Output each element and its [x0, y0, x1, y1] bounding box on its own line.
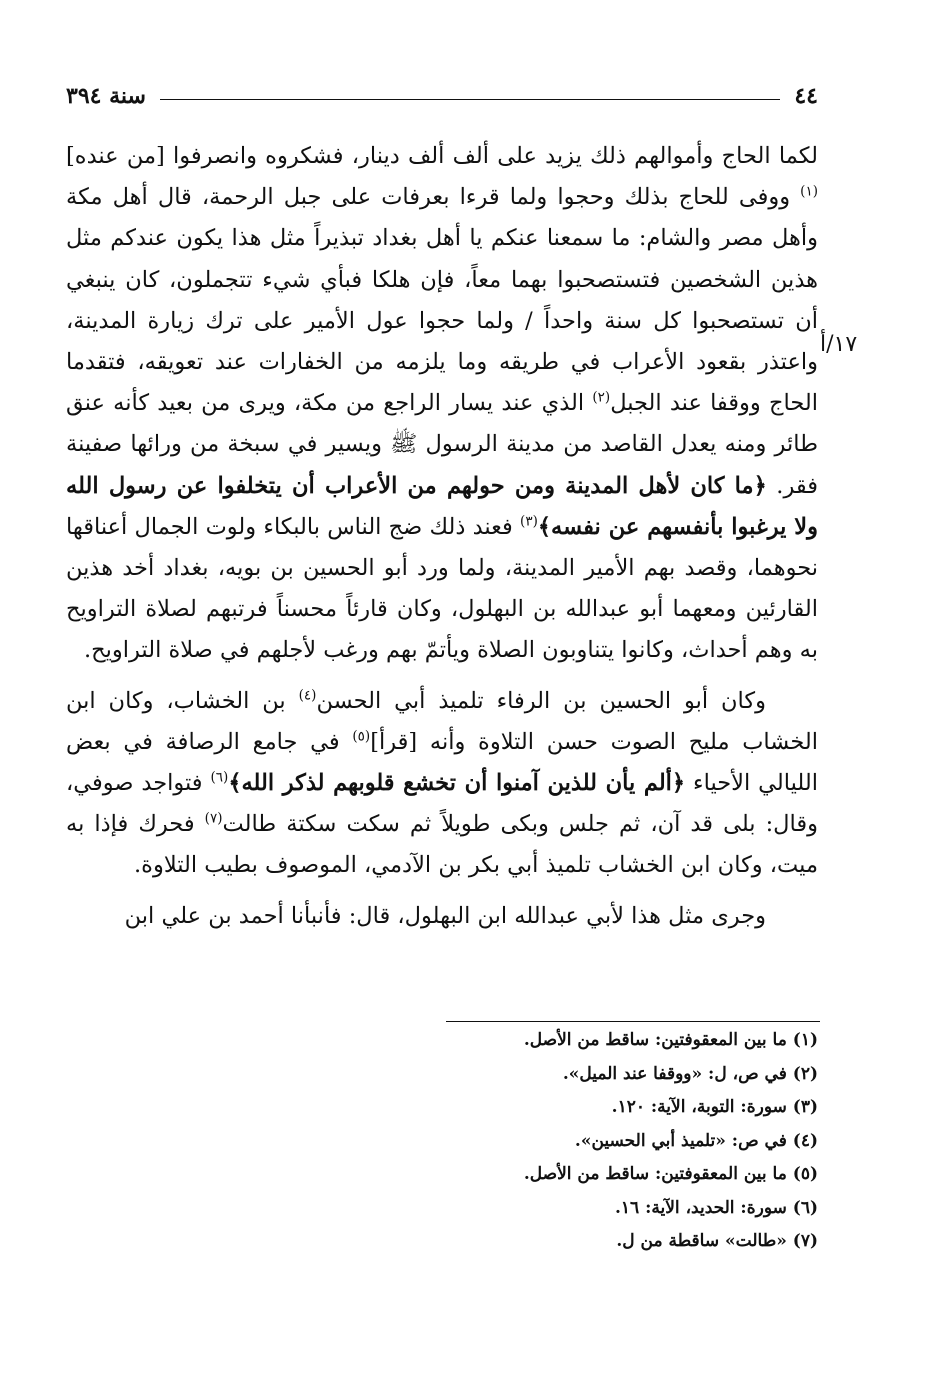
text-run: الذي عند يسار الراجع من مكة، ويرى من بعيد كأنه عنق طائر ومنه يعدل القاصد من مدينة الرسول ﷺ ويسير في سبخة من ورائها صفينة فقر. — [66, 390, 819, 499]
footnote-item: (١) ما بين المعقوفتين: ساقط من الأصل. — [523, 1030, 818, 1050]
text-run: فحرك فإذا به ميت، وكان ابن الخشاب تلميذ أبي بكر بن الآدمي، الموصوف بطيب التلاوة. — [66, 811, 818, 879]
text-run: بن الخشاب، وكان ابن الخشاب مليح الصوت حسن التلاوة وأنه [قرأ] — [66, 687, 818, 755]
footnote-ref: (٦) — [210, 769, 229, 786]
footnote-ref: (٥) — [352, 728, 371, 745]
footnote-item: (٦) سورة: الحديد، الآية: ١٦. — [615, 1197, 818, 1218]
text-run: فتواجد صوفي، وقال: بلى قد آن، ثم جلس وبكى طويلاً ثم سكت سكتة طالت — [66, 770, 819, 838]
running-header — [66, 78, 818, 114]
footnote-ref: (١) — [800, 183, 818, 200]
footnote-item: (٢) في ص، ل: «ووقفا عند الميل». — [562, 1063, 818, 1084]
quran-verse: ﴿ألم يأن للذين آمنوا أن تخشع قلوبهم لذكر الله﴾ — [228, 770, 686, 797]
text-run: فعند ذلك ضج الناس بالبكاء ولوت الجمال أعناقها نحوهما، وقصد بهم الأمير المدينة، ولما ورد أبو الحسين بن بويه، بغداد أخد هذين القارئين ومعهما أبو عبدالله بن البهلول، وكان قارئاً محسناً فرتبهم لصلاة التراويح به وهم أحداث، وكانوا يتناوبون الصلاة ويأتمّ بهم ورغب لأجلهم في صلاة التراويح. — [66, 513, 818, 664]
text-run: ووفى للحاج بذلك وحجوا ولما قرءا بعرفات على جبل الرحمة، قال أهل مكة وأهل مصر والشام: ما سمعنا عنكم يا أهل بغداد تبذيراً مثل هذا يكون عندكم مثل هذين الشخصين فتستصحبوا بهما معاً، فإن هلكا فبأي شيء تتجملون، كان ينبغي أن تستصحبوا كل سنة واحداً / ولما حجوا عول الأمير على ترك زيارة المدينة، واعتذر بقعود الأعراب في طريقه وما يلزمه من الخفارات عند تعويقه، فتقدما الحاج ووقفا عند الجبل — [66, 184, 819, 417]
footnote-item: (٧) «طالت» ساقطة من ل. — [616, 1231, 818, 1251]
quran-verse: ﴿ما كان لأهل المدينة ومن حولهم من الأعراب أن يتخلفوا عن رسول الله ولا يرغبوا بأنفسهم عن نفسه﴾ — [66, 472, 818, 540]
footnote-ref: (٤) — [298, 687, 317, 704]
footnote-separator — [446, 1021, 820, 1022]
footnotes — [180, 1024, 818, 1259]
text-run: وجرى مثل هذا لأبي عبدالله ابن البهلول، قال: فأنبأنا أحمد بن علي ابن — [124, 902, 766, 929]
header-title: سنة ٣٩٤ — [66, 83, 146, 109]
header-rule — [160, 99, 780, 100]
footnote-item: (٤) في ص: «تلميذ أبي الحسين». — [574, 1130, 818, 1151]
text-run: لكما الحاج وأموالهم ذلك يزيد على ألف ألف دينار، فشكروه وانصرفوا [من عنده] — [66, 143, 818, 169]
footnote-ref: (٧) — [204, 810, 223, 827]
text-run: وكان أبو الحسين بن الرفاء تلميذ أبي الحسن — [316, 687, 766, 714]
footnote-item: (٣) سورة: التوبة، الآية: ١٢٠. — [611, 1097, 818, 1117]
paragraph — [66, 136, 818, 672]
page-number: ٤٤ — [794, 83, 818, 109]
paragraph — [66, 896, 818, 937]
paragraph — [66, 681, 818, 887]
margin-folio-marker: ١٧/أ — [820, 332, 858, 357]
main-text — [66, 136, 818, 937]
footnote-item: (٥) ما بين المعقوفتين: ساقط من الأصل. — [523, 1164, 818, 1184]
text-run: في جامع الرصافة في بعض الليالي الأحياء — [66, 728, 818, 797]
footnote-ref: (٣) — [520, 513, 538, 530]
footnote-ref: (٢) — [592, 389, 611, 406]
